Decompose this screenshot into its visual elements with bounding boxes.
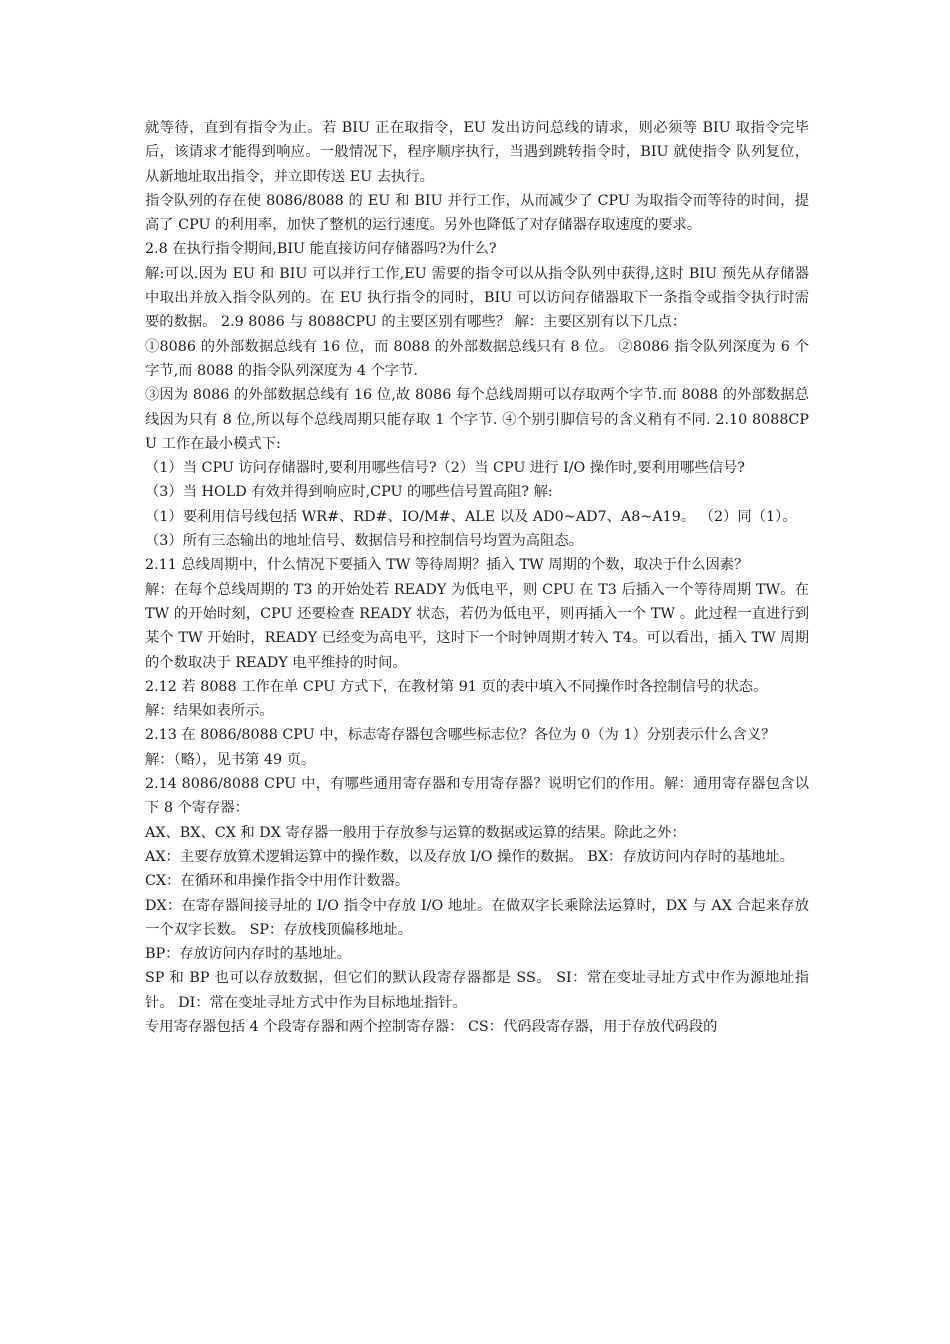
- question-2-12: 2.12 若 8088 工作在单 CPU 方式下，在教材第 91 页的表中填入不同操作时各控制信号的状态。: [145, 678, 768, 695]
- question-2-10-part-1: （1）当 CPU 访问存储器时,要利用哪些信号?（2）当 CPU 进行 I/O 操作时,要利用哪些信号?: [145, 460, 745, 477]
- answer-2-11: 解：在每个总线周期的 T3 的开始处若 READY 为低电平，则 CPU 在 T3 后插入一个等待周期 TW。在 TW 的开始时刻，CPU 还要检查 READY 状态，若仍为低电平，则再插入一个 TW 。此过程一直进行到某个 TW 开始时，READY 已经变为高电平，这时下一个时钟周期才转入 T4。可以看出，插入 TW 周期的个数取决于 READY 电平维持的时间。: [145, 581, 809, 671]
- answer-2-12: 解：结果如表所示。: [145, 703, 274, 720]
- register-cx: CX：在循环和串操作指令中用作计数器。: [145, 873, 410, 890]
- special-registers: 专用寄存器包括 4 个段寄存器和两个控制寄存器： CS：代码段寄存器，用于存放代码段的: [145, 1018, 718, 1035]
- question-2-14: 2.14 8086/8088 CPU 中，有哪些通用寄存器和专用寄存器？说明它们的作用。解：通用寄存器包含以下 8 个寄存器：: [145, 776, 809, 817]
- register-si-di: SP 和 BP 也可以存放数据，但它们的默认段寄存器都是 SS。 SI：常在变址寻址方式中作为源地址指针。 DI：常在变址寻址方式中作为目标地址指针。: [145, 970, 809, 1011]
- paragraph-biu-wait: 就等待，直到有指令为止。若 BIU 正在取指令，EU 发出访问总线的请求，则必须等 BIU 取指令完毕后，该请求才能得到响应。一般情况下，程序顺序执行，当遇到跳转指令时，BIU 就使指令 队列复位，从新地址取出指令，并立即传送 EU 去执行。: [145, 120, 809, 185]
- question-2-13: 2.13 在 8086/8088 CPU 中，标志寄存器包含哪些标志位？各位为 0（为 1）分别表示什么含义？: [145, 727, 776, 744]
- answer-2-9-part-2: ③因为 8086 的外部数据总线有 16 位,故 8086 每个总线周期可以存取两个字节.而 8088 的外部数据总线因为只有 8 位,所以每个总线周期只能存取 1 个字节. ④个别引脚信号的含义稍有不同. 2.10 8088CPU 工作在最小模式下:: [145, 387, 809, 452]
- register-dx-sp: DX：在寄存器间接寻址的 I/O 指令中存放 I/O 地址。在做双字长乘除法运算时，DX 与 AX 合起来存放一个双字长数。 SP：存放栈顶偏移地址。: [145, 897, 809, 938]
- document-page: [145, 116, 809, 1039]
- answer-2-9-part-1: ①8086 的外部数据总线有 16 位，而 8088 的外部数据总线只有 8 位。 ②8086 指令队列深度为 6 个字节,而 8088 的指令队列深度为 4 个字节.: [145, 338, 809, 379]
- answer-2-10-part-1: （1）要利用信号线包括 WR#、RD#、IO/M#、ALE 以及 AD0~AD7、A8~A19。 （2）同（1）。: [145, 508, 797, 525]
- register-bp: BP：存放访问内存时的基地址。: [145, 946, 351, 963]
- question-2-10-part-2: （3）当 HOLD 有效并得到响应时,CPU 的哪些信号置高阻? 解:: [145, 484, 553, 501]
- register-ax-bx: AX：主要存放算术逻辑运算中的操作数，以及存放 I/O 操作的数据。 BX：存放访问内存时的基地址。: [145, 848, 794, 865]
- answer-2-8: 解:可以.因为 EU 和 BIU 可以并行工作,EU 需要的指令可以从指令队列中获得,这时 BIU 预先从存储器中取出并放入指令队列的。在 EU 执行指令的同时，BIU 可以访问存储器取下一条指令或指令执行时需要的数据。 2.9 8086 与 8088CPU 的主要区别有哪些？ 解：主要区别有以下几点：: [145, 265, 809, 331]
- general-registers-intro: AX、BX、CX 和 DX 寄存器一般用于存放参与运算的数据或运算的结果。除此之外：: [145, 824, 686, 841]
- question-2-8: 2.8 在执行指令期间,BIU 能直接访问存储器吗?为什么?: [145, 241, 497, 258]
- answer-2-13: 解：（略），见书第 49 页。: [145, 751, 316, 768]
- answer-2-10-part-2: （3）所有三态输出的地址信号、数据信号和控制信号均置为高阻态。: [145, 533, 583, 550]
- question-2-11: 2.11 总线周期中，什么情况下要插入 TW 等待周期？插入 TW 周期的个数，取决于什么因素？: [145, 557, 749, 574]
- paragraph-instruction-queue: 指令队列的存在使 8086/8088 的 EU 和 BIU 并行工作，从而减少了 CPU 为取指令而等待的时间，提高了 CPU 的利用率，加快了整机的运行速度。另外也降低了对存储器存取速度的要求。: [145, 192, 809, 234]
